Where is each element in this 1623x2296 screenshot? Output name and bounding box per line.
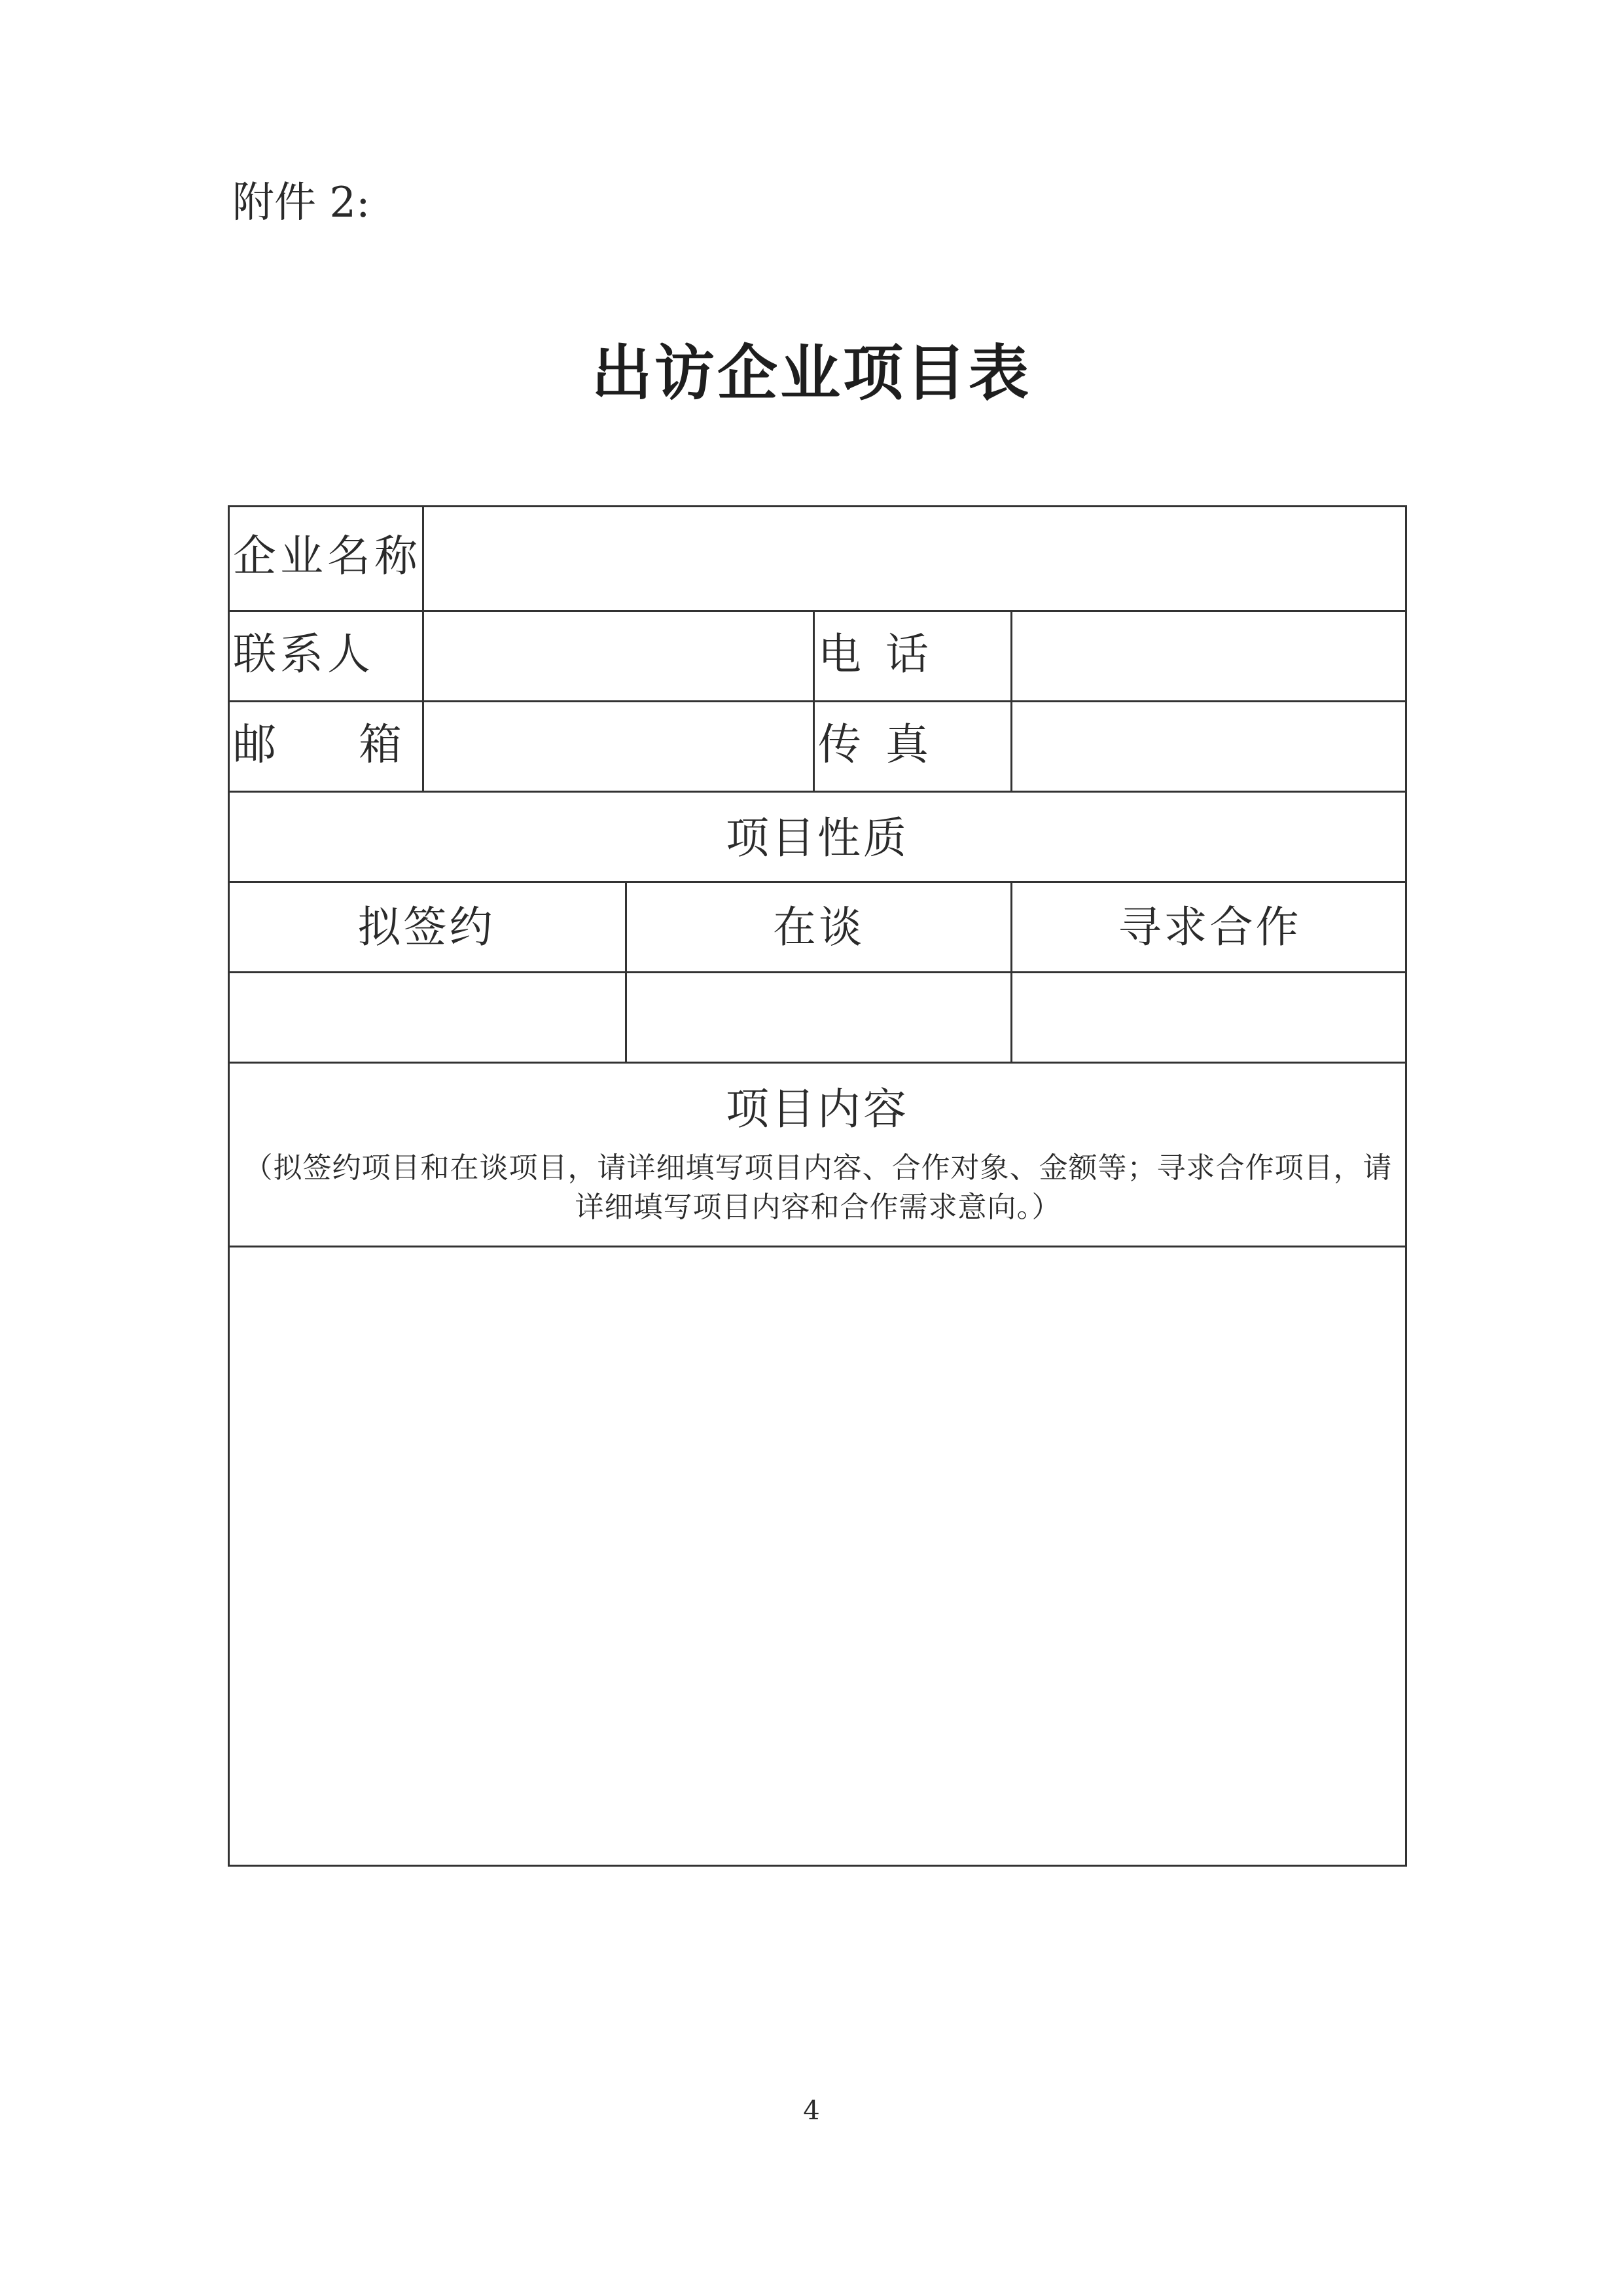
content-heading: 项目内容 [726,1084,909,1134]
email-field[interactable] [424,702,813,791]
page-number: 4 [803,2096,820,2126]
nature-negotiating-field[interactable] [627,973,1010,1062]
company-name-label: 企业名称 [233,531,421,581]
nature-option-seeking: 寻求合作 [1118,902,1302,952]
attachment-label: 附件 2: [232,179,370,227]
nature-option-negotiating: 在谈 [773,902,865,952]
nature-option-cell [1012,883,1407,971]
nature-heading: 项目性质 [726,813,909,863]
nature-seeking-field[interactable] [1012,973,1405,1062]
contact-label: 联系人 [233,629,374,679]
nature-heading-cell [228,793,1407,881]
phone-field[interactable] [1012,612,1405,700]
fax-label: 传 真 [818,719,934,770]
nature-sign-field[interactable] [230,973,625,1062]
nature-option-sign: 拟签约 [357,902,495,952]
contact-field[interactable] [424,612,813,700]
fax-field[interactable] [1012,702,1405,791]
content-note: （拟签约项目和在谈项目，请详细填写项目内容、合作对象、金额等；寻求合作项目，请详细填写项目内容和合作需求意向。） [243,1151,1393,1224]
company-name-field[interactable] [424,507,1405,610]
email-label: 邮 箱 [233,719,420,770]
column-divider [813,610,815,791]
content-heading-cell [228,1064,1407,1142]
phone-label: 电 话 [818,629,934,679]
page-title: 出访企业项目表 [591,338,1031,408]
content-field[interactable] [230,1247,1405,1865]
nature-option-cell [627,883,1010,971]
nature-option-cell [228,883,625,971]
